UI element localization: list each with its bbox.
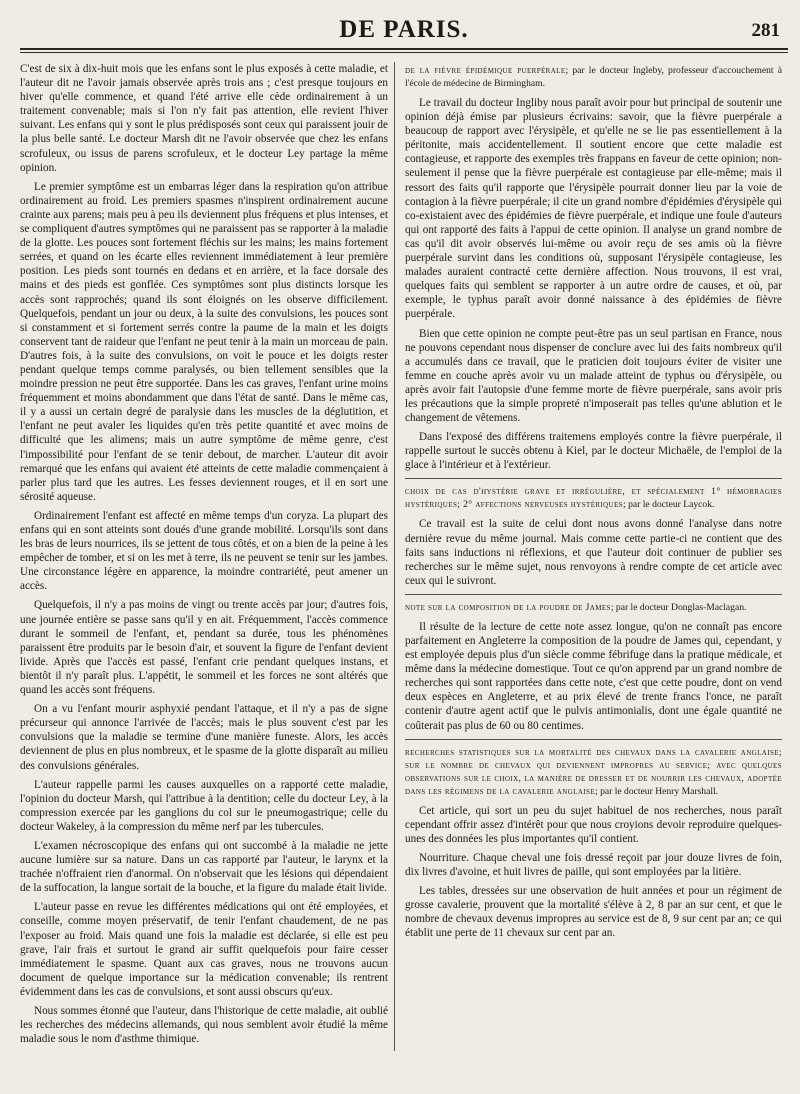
paragraph: Ordinairement l'enfant est affecté en même temps d'un coryza. La plupart des enfans qui en sont atteints sont doués d'une grande mobilité. Lorsqu'ils sont dans les bras de leurs nourrices, ils se jettent de tous côtés, et on a bien de la peine à les empêcher de tomber, et si on les met à terre, ils ne peuvent se tenir sur les jambes. Une circonstance légère en apparence, la moindre contrariété, peut amener un accès. [20, 509, 388, 593]
running-title: DE PARIS. [339, 16, 469, 43]
paragraph: Les tables, dressées sur une observation de huit années et pour un régiment de grosse cavalerie, prouvent que la mortalité s'élève à 2, 8 par an sur cent, et que le nombre de chevaux devenus impropres au service est de 8, 9 sur cent par an; ce qui établit une perte de 11 chevaux sur cent par an. [405, 885, 782, 940]
heading-rest: ; par le docteur Laycok. [623, 499, 715, 511]
left-column [20, 62, 394, 1051]
heading-caps: note sur la composition de la poudre de James [405, 601, 611, 613]
paragraph: Cet article, qui sort un peu du sujet habituel de nos recherches, nous paraît cependant offrir assez d'intérêt pour que nous croyions devoir reproduire quelques-unes des données les plus importantes qu'il contient. [405, 804, 782, 845]
paragraph: Dans l'exposé des différens traitemens employés contre la fièvre puerpérale, il rappelle surtout le succès obtenu à Kiel, par le docteur Michaële, de l'emploi de la glace à l'intérieur et à l'extérieur. [405, 431, 782, 472]
page-number: 281 [751, 20, 780, 41]
paragraph: Le travail du docteur Ingliby nous paraît avoir pour but principal de soutenir une opinion déjà émise par plusieurs écrivains: savoir, que la fièvre puerpérale a beaucoup de rapport avec l'érysipèle, et qu'elle ne se lie pas essentiellement à la péritonite, mais accidentellement. Il soutient encore que cette maladie est contagieuse, et rapporte des exemples très frappans en faveur de cette opinion; non-seulement il pense que la fièvre puerpérale est contagieuse par elle-même; mais il ressort des faits qu'il rapporte que l'érysipèle pourrait donner lieu par la voie de contagion à la fièvre puerpérale; il cite un grand nombre d'épidémies d'érysipèle qui co-existaient avec des épidémies de fièvre puerpérale, et indique une foule d'auteurs qui ont rapporté des faits à l'appui de cette opinion. Il analyse un grand nombre de cas qu'il dit avoir observés lui-même ou avoir reçu de ses amis où la fièvre puerpérale survint dans les conditions où, supposant l'érysipèle contagieuse, les malades auraient contracté cette dernière affection. Nous trouvons, il est vrai, quelques faits qui semblent se rapporter à un autre ordre de causes, et où, par exemple, le typhus paraît avoir donné naissance à des épidémies de fièvre puerpérale. [405, 97, 782, 321]
heading-caps: recherches statistiques sur la mortalité des chevaux dans la cavalerie anglaise; sur le nombre de chevaux qui deviennent impropres au service; avec quelques observations sur le choix, la manière de dresser et de nourrir les chevaux, adoptée dans les régimens de la cavalerie anglaise [405, 746, 782, 797]
section-divider [405, 478, 782, 479]
paragraph: L'auteur passe en revue les différentes médications qui ont été employées, et conseille, comme moyen préservatif, de tenir l'enfant chaudement, de ne pas l'exposer au froid. Mais quand une fois la maladie est déclarée, si elle est peu grave, l'air frais et surtout le grand air suffit quelquefois pour faire cesser immédiatement le spasme. Quant aux cas graves, nous ne trouvons aucun document de quelque importance sur la médication convenable; ils rentrent évidemment dans les cas de convulsions, et sont aussi obscurs qu'eux. [20, 901, 388, 998]
paragraph: On a vu l'enfant mourir asphyxié pendant l'attaque, et il n'y a pas de signe précurseur qui annonce l'arrivée de l'accès; mais le plus souvent c'est par les convulsions que la maladie se termine d'une manière funeste. Alors, les accès deviennent de plus en plus nombreux, et le spasme de la glotte disparaît au milieu des convulsions générales. [20, 703, 388, 772]
running-head [20, 14, 788, 50]
paragraph: Il résulte de la lecture de cette note assez longue, qu'on ne connaît pas encore parfaitement en Angleterre la composition de la poudre de James qui, cependant, y est employée depuis plus d'un siècle comme fébrifuge dans la pratique médicale, et même dans la médecine domestique. Tout ce qu'on apprend par un grand nombre de recherches qui sont rapportées dans cette note, c'est que cette poudre, dont on vend deux espèces en Angleterre, et au prix élevé de trente francs l'once, ne paraît contenir d'autre agent actif que le pulvis antimonialis, dont une égale quantité ne coûterait pas plus de 60 ou 80 centimes. [405, 620, 782, 732]
paragraph: Le premier symptôme est un embarras léger dans la respiration qu'on attribue ordinairement au froid. Les premiers spasmes n'inspirent ordinairement aucune crainte aux parens; mais peu à peu ils deviennent plus fréquens et plus intenses, et se compliquent d'autres symptômes qui ne paraissent pas se rapporter à la maladie de la glotte. Les pouces sont fortement fléchis sur les mains; les mains fortement serrées, et quand on les écarte elles reviennent immédiatement à leur première position. Les pieds sont tournés en dedans et en arrière, et la face dorsale des mains et des pieds est gonflée. Ces symptômes sont plus distincts lorsque les accès sont rapprochés; quand ils sont éloignés on les observe difficilement. Quelquefois, pendant un jour ou deux, à la suite des convulsions, les pouces sont si constamment et si fortement serrés contre la paume de la main et les doigts conservent tant de raideur que l'enfant ne peut tenir à la main un morceau de pain. D'autres fois, à la suite des convulsions, on voit le pouce et les doigts rester pendant quelque temps comme paralysés, ou bien tellement sensibles que la moindre pression ne peut être supportée. Dans les cas graves, l'enfant urine moins fréquemment et moins abondamment que dans l'état de santé. Dans le même cas, il y a aussi un certain degré de paralysie dans les muscles de la déglutition, et l'enfant ne peut avaler les liquides qu'en très petite quantité et avec moins de difficulté que les alimens; mais un autre symptôme de même genre, c'est l'impossibilité pour l'enfant de se tenir debout, de marcher. L'auteur dit avoir remarqué que les enfans qui avaient été atteints de cette maladie commençaient à parler plus tard que les autres. Les fesses deviennent rouges, et il en sort une sérosité aqueuse. [20, 180, 388, 503]
article-heading-cavalry-statistics [405, 746, 782, 798]
article-heading-puerperal-fever [405, 64, 782, 90]
article-heading-james-powder [405, 601, 782, 614]
text-columns [20, 62, 788, 1051]
paragraph: Quelquefois, il n'y a pas moins de vingt ou trente accès par jour; d'autres fois, une journée entière se passe sans qu'il y en ait. Fréquemment, l'accès commence durant le sommeil de l'enfant, et, pendant sa durée, tous les phénomènes paraissent être produits par le besoin d'air, et souvent la figure de l'enfant devient livide. Après que l'accès est passé, l'enfant crie pendant quelques instans, et bientôt il n'y paraît plus. L'appétit, le sommeil et les forces ne sont altérés que quand les accès sont fréquens. [20, 599, 388, 697]
heading-caps: choix de cas d'hystérie grave et irrégulière, et spécialement 1° hémorragies hystériques; 2° affections nerveuses hystériques [405, 486, 782, 511]
right-column [394, 62, 788, 1051]
paragraph: L'examen nécroscopique des enfans qui ont succombé à la maladie ne jette aucune lumière sur sa nature. Dans un cas rapporté par l'auteur, le larynx et la trachée n'offraient rien d'anormal. On n'observait que les lésions qui dépendaient de la suffocation, la langue sortait de la bouche, et la figure du malade était livide. [20, 839, 388, 895]
heading-rest: ; par le docteur Ingleby, professeur d'accouchement à l'école de médecine de Birmingham. [405, 65, 782, 89]
paragraph: Nous sommes étonné que l'auteur, dans l'historique de cette maladie, ait oublié les recherches des médecins allemands, qui nous semblent avoir étudié la même maladie sous le nom d'asthme thimique. [20, 1005, 388, 1046]
paragraph: Bien que cette opinion ne compte peut-être pas un seul partisan en France, nous ne pouvons cependant nous dispenser de conclure avec lui des faits nombreux qu'il a accumulés dans ce travail, que le praticien doit toujours éviter de visiter une femme en couche après avoir vu un malade atteint de typhus ou d'érysipèle, ou après avoir fait l'autopsie d'une femme morte de fièvre puerpérale, sans avoir pris les précautions que la simple propreté n'imposerait pas telles qu'une ablution et le changement de vêtemens. [405, 327, 782, 425]
paragraph: Ce travail est la suite de celui dont nous avons donné l'analyse dans notre dernière revue du même journal. Mais comme cette partie-ci ne contient que des faits sans inductions ni réflexions, et que l'auteur doit continuer de publier ses recherches sur le même sujet, nous renvoyons à rendre compte de cet article avec ceux qui le suivront. [405, 518, 782, 587]
paragraph: Nourriture. Chaque cheval une fois dressé reçoit par jour douze livres de foin, dix livres d'avoine, et huit livres de paille, qui sont employées par la litière. [405, 851, 782, 879]
paragraph: L'auteur rappelle parmi les causes auxquelles on a rapporté cette maladie, l'opinion du docteur Marsh, qui l'attribue à la dentition; celle du docteur Ley, à la compression exercée par les ganglions du col sur le pneumogastrique; celle du docteur Wakeley, à la compression du même nerf par les tubercules. [20, 778, 388, 833]
heading-rest: ; par le docteur Henry Marshall. [595, 785, 719, 797]
section-divider [405, 594, 782, 595]
article-heading-hysteria [405, 485, 782, 511]
heading-rest: ; par le docteur Donglas-Maclagan. [610, 601, 747, 613]
section-divider [405, 739, 782, 740]
heading-caps: de la fièvre épidémique puerpérale [405, 65, 566, 76]
paragraph: C'est de six à dix-huit mois que les enfans sont le plus exposés à cette maladie, et l'auteur dit ne l'avoir jamais observée après trois ans ; c'est presque toujours en hiver qu'elle commence, et quand l'été arrive elle cède ordinairement à un traitement convenable; mais si l'on n'y fait pas attention, elle revient l'hiver suivant. Les enfans qui y sont le plus prédisposés sont ceux qui paraissent jouir de la plus belle santé. Le docteur Marsh dit ne l'avoir observée que chez les enfans scrofuleux, ou issus de parens scrofuleux, et le docteur Ley partage la même opinion. [20, 63, 388, 174]
head-rule [20, 48, 788, 53]
